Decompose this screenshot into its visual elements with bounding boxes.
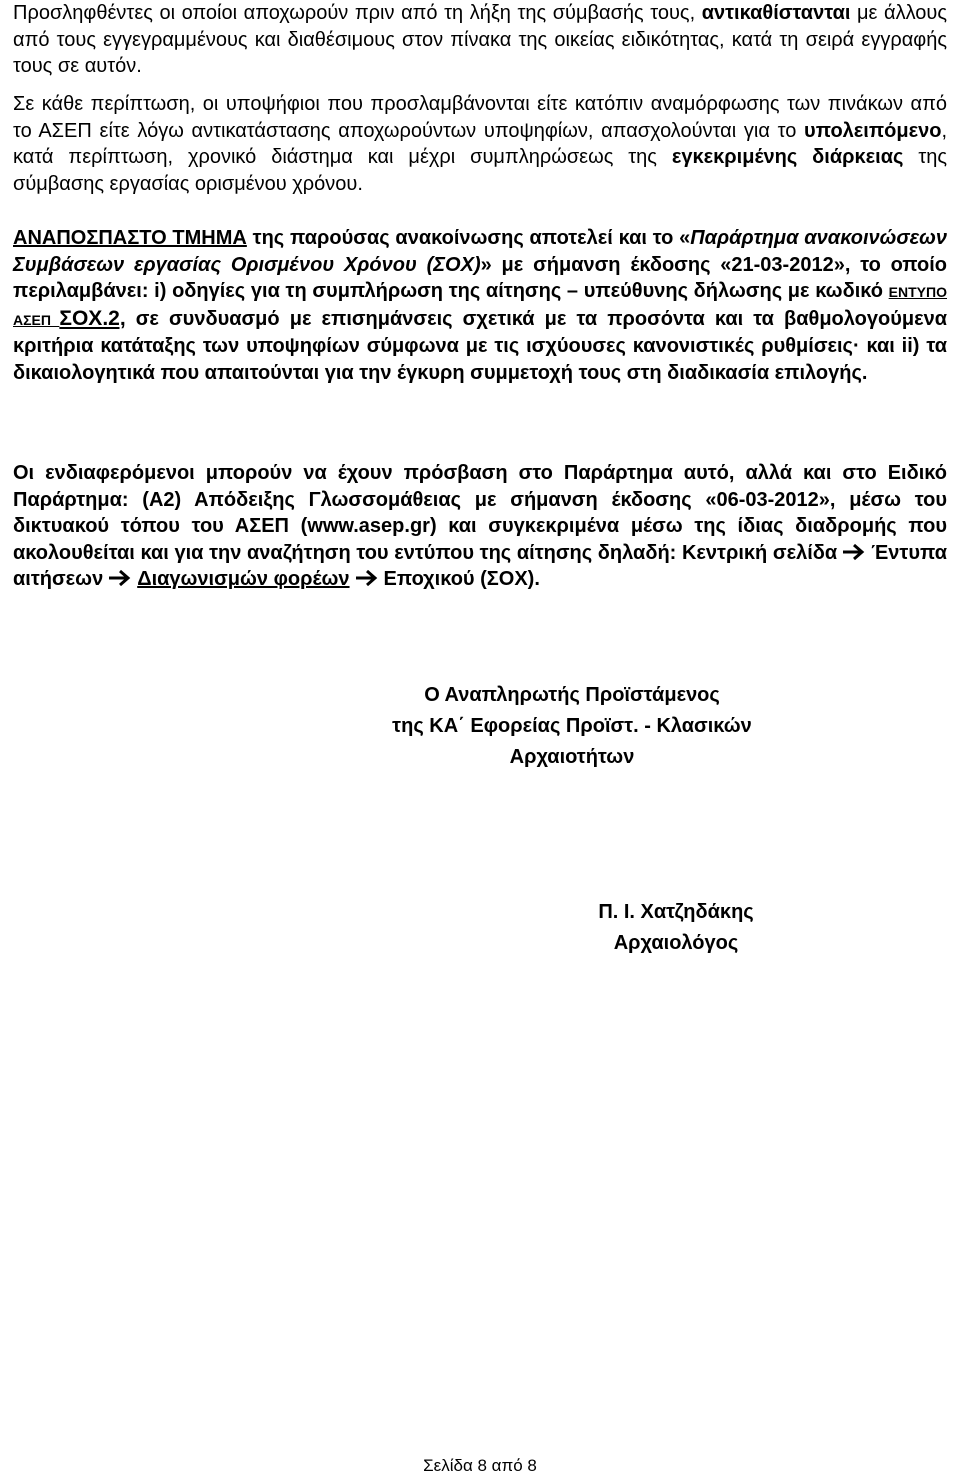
signature-title-block bbox=[192, 680, 952, 773]
p2-text-3: της σύμβασης εργασίας ορισμένου χρόνου. bbox=[13, 146, 947, 195]
signatory-role: Αρχαιολόγος bbox=[613, 932, 739, 954]
right-arrow-icon bbox=[354, 569, 380, 587]
paragraph-access bbox=[13, 460, 947, 593]
signature-title-line-3: Αρχαιοτήτων bbox=[509, 746, 635, 768]
right-arrow-icon bbox=[841, 543, 867, 561]
paragraph-duration bbox=[13, 91, 947, 197]
p4-text-1: Οι ενδιαφερόμενοι μπορούν να έχουν πρόσβαση στο Παράρτημα αυτό, αλλά και στο Ειδικό Παράρτημα: (Α2) Απόδειξης Γλωσσομάθειας με σήμανση έκδοσης «06-03-2012», μέσω του δικτυακού τόπου του ΑΣΕΠ (www.asep.gr) και συγκεκριμένα μέσω της ίδιας διαδρομής που ακολουθείται και για την αναζήτηση του εντύπου της αίτησης δηλαδή: bbox=[13, 462, 947, 564]
p3-form-code-prefix: ΕΝΤΥΠΟ ΑΣΕΠ bbox=[13, 284, 947, 328]
p1-bold-replaced: αντικαθίστανται bbox=[701, 2, 851, 24]
paragraph-replacement bbox=[13, 0, 947, 80]
p4-path-seasonal: Εποχικού (ΣΟΧ). bbox=[383, 568, 540, 590]
p2-text-1: Σε κάθε περίπτωση, οι υποψήφιοι που προσλαμβάνονται είτε κατόπιν αναμόρφωσης των πινάκων από το ΑΣΕΠ είτε λόγω αντικατάστασης αποχωρούντων υποψηφίων, απασχολούνται για το bbox=[13, 93, 947, 142]
p4-path-competitions: Διαγωνισμών φορέων bbox=[137, 568, 350, 590]
p4-path-forms: Έντυπα αιτήσεων bbox=[13, 541, 948, 590]
right-arrow-icon bbox=[107, 569, 133, 587]
p2-text-2: , κατά περίπτωση, χρονικό διάστημα και μέχρι συμπληρώσεως της bbox=[13, 119, 947, 168]
p1-text-2: με άλλους από τους εγγεγραμμένους και διαθέσιμους στον πίνακα της οικείας ειδικότητας, κατά τη σειρά εγγραφής τους σε αυτόν. bbox=[13, 2, 947, 77]
signature-title-line-1: Ο Αναπληρωτής Προϊστάμενος bbox=[424, 684, 720, 706]
p3-form-code: ΣΟΧ.2, bbox=[59, 306, 126, 330]
signature-name-block bbox=[296, 897, 960, 959]
p3-detachable-section: ΑΝΑΠΟΣΠΑΣΤΟ ΤΜΗΜΑ bbox=[13, 227, 247, 249]
p3-annex-title: Παράρτημα ανακοινώσεων Συμβάσεων εργασίας Ορισμένου Χρόνου (ΣΟΧ) bbox=[13, 227, 947, 276]
signatory-name: Π. Ι. Χατζηδάκης bbox=[598, 901, 754, 923]
p2-bold-remaining: υπολειπόμενο bbox=[804, 119, 942, 142]
p3-text-1: της παρούσας ανακοίνωσης αποτελεί και το « bbox=[246, 227, 691, 249]
paragraph-annex bbox=[13, 225, 947, 386]
p1-text-1: Προσληφθέντες οι οποίοι αποχωρούν πριν από τη λήξη της σύμβασής τους, bbox=[13, 2, 702, 24]
page-number-footer: Σελίδα 8 από 8 bbox=[423, 1456, 537, 1475]
p3-text-2: » με σήμανση έκδοσης «21-03-2012», το οποίο περιλαμβάνει: i) οδηγίες για τη συμπλήρωση της αίτησης – υπεύθυνης δήλωσης με κωδικό bbox=[13, 253, 947, 302]
p4-path-home: Κεντρική σελίδα bbox=[681, 541, 838, 564]
p3-text-3: σε συνδυασμό με επισημάνσεις σχετικά με τα προσόντα και τα βαθμολογούμενα κριτήρια κατάταξης των υποψηφίων σύμφωνα με τις ισχύουσες κανονιστικές ρυθμίσεις· και ii) τα δικαιολογητικά που απαιτούνται για την έγκυρη συμμετοχή τους στη διαδικασία επιλογής. bbox=[13, 307, 947, 384]
signature-title-line-2: της ΚΑ΄ Εφορείας Προϊστ. - Κλασικών bbox=[392, 715, 752, 737]
p2-bold-approved-duration: εγκεκριμένης διάρκειας bbox=[671, 146, 904, 168]
